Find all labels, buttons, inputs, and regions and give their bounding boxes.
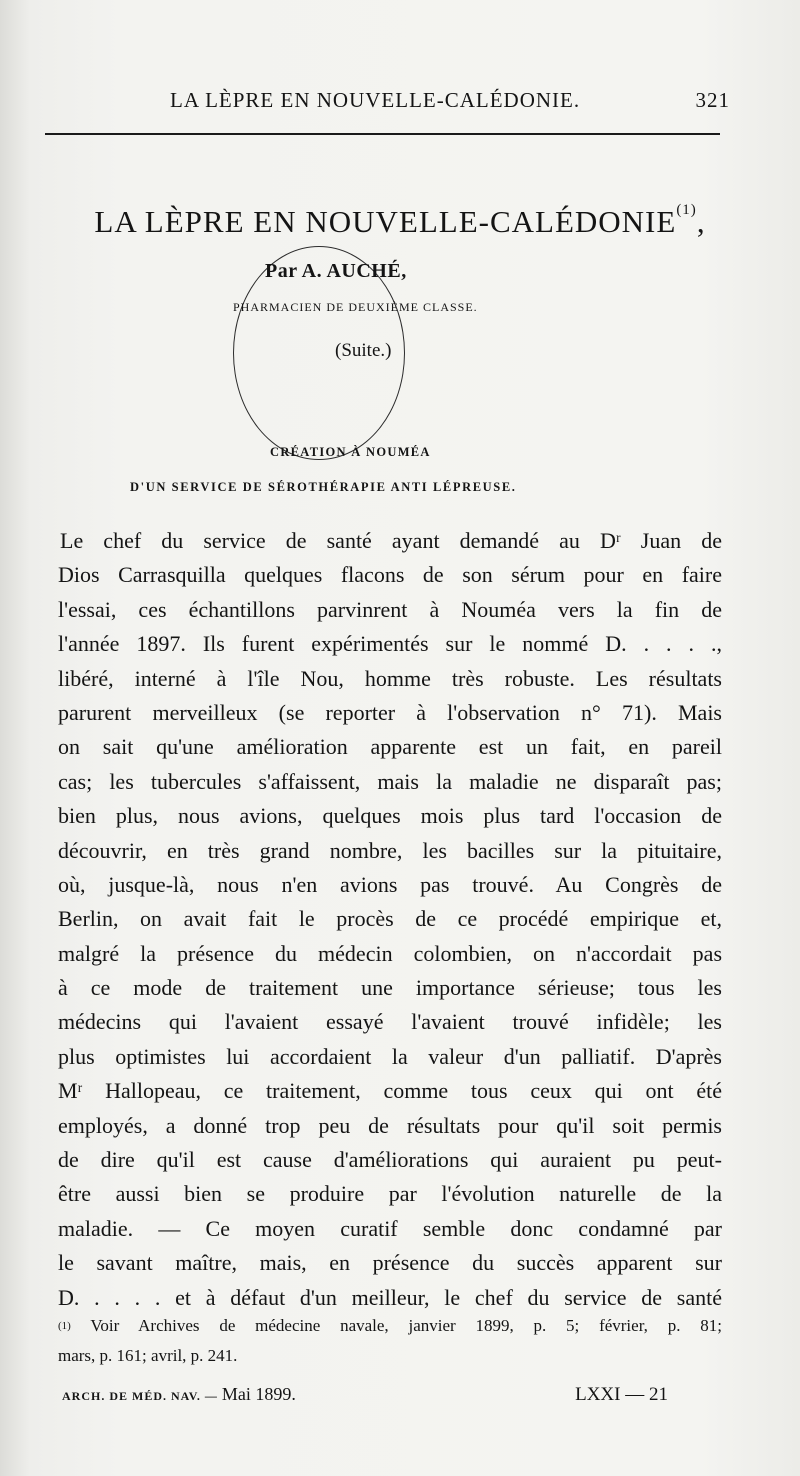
footer-volume: LXXI — 21 bbox=[575, 1384, 668, 1405]
body-line: de dire qu'il est cause d'améliorations qui auraient pu peut- bbox=[58, 1147, 722, 1173]
continuation-note: (Suite.) bbox=[335, 340, 392, 361]
body-line: on sait qu'une amélioration apparente est un fait, en pareil bbox=[58, 734, 722, 760]
body-line: malgré la présence du médecin colombien, on n'accordait pas bbox=[58, 940, 722, 966]
body-line: le savant maître, mais, en présence du succès apparent sur bbox=[58, 1250, 722, 1276]
body-line: maladie. — Ce moyen curatif semble donc condamné par bbox=[58, 1215, 722, 1241]
body-line: parurent merveilleux (se reporter à l'observation n° 71). Mais bbox=[58, 699, 722, 725]
body-line: découvrir, en très grand nombre, les bacilles sur la pituitaire, bbox=[58, 837, 722, 863]
body-line: l'année 1897. Ils furent expérimentés sur le nommé D. . . . ., bbox=[58, 631, 722, 657]
footnote bbox=[58, 1311, 722, 1371]
body-line: être aussi bien se produire par l'évolution naturelle de la bbox=[58, 1181, 722, 1207]
running-head-title: LA LÈPRE EN NOUVELLE-CALÉDONIE. bbox=[170, 88, 581, 112]
section-subtitle-line1: CRÉATION À NOUMÉA bbox=[270, 445, 431, 459]
running-head bbox=[170, 88, 730, 112]
body-line: D. . . . . et à défaut d'un meilleur, le chef du service de santé bbox=[58, 1284, 722, 1310]
body-line: où, jusque-là, nous n'en avions pas trouvé. Au Congrès de bbox=[58, 871, 722, 897]
article-title-trail: , bbox=[696, 204, 706, 239]
body-line: Mʳ Hallopeau, ce traitement, comme tous ceux qui ont été bbox=[58, 1078, 722, 1104]
author-name: Par A. AUCHÉ, bbox=[265, 260, 407, 282]
body-line: libéré, interné à l'île Nou, homme très robuste. Les résultats bbox=[58, 665, 722, 691]
author-title: PHARMACIEN DE DEUXIÈME CLASSE. bbox=[233, 300, 478, 314]
body-line: l'essai, ces échantillons parvinrent à Nouméa vers la fin de bbox=[58, 596, 722, 622]
article-title bbox=[40, 204, 760, 240]
body-line: bien plus, nous avions, quelques mois plus tard l'occasion de bbox=[58, 803, 722, 829]
body-line: Le chef du service de santé ayant demandé au Dʳ Juan de bbox=[60, 528, 722, 553]
page-footer bbox=[62, 1384, 668, 1408]
body-line: cas; les tubercules s'affaissent, mais la maladie ne disparaît pas; bbox=[58, 768, 722, 794]
footer-date: Mai 1899. bbox=[221, 1384, 296, 1404]
footnote-text: Voir Archives de médecine navale, janvier 1899, p. 5; février, p. 81; bbox=[90, 1316, 722, 1335]
footnote-line bbox=[58, 1311, 722, 1341]
article-title-text: LA LÈPRE EN NOUVELLE-CALÉDONIE bbox=[94, 204, 677, 239]
title-footnote-marker: (1) bbox=[676, 202, 697, 218]
body-line: employés, a donné trop peu de résultats pour qu'il soit permis bbox=[58, 1112, 722, 1138]
body-paragraph bbox=[58, 524, 722, 1315]
section-subtitle-line2: D'UN SERVICE DE SÉROTHÉRAPIE ANTI LÉPREUSE. bbox=[130, 480, 517, 494]
footer-journal bbox=[62, 1384, 296, 1405]
footnote-line-2: mars, p. 161; avril, p. 241. bbox=[58, 1346, 238, 1365]
body-line: à ce mode de traitement une importance sérieuse; tous les bbox=[58, 975, 722, 1001]
body-line: Dios Carrasquilla quelques flacons de son sérum pour en faire bbox=[58, 562, 722, 588]
header-rule bbox=[45, 133, 720, 135]
body-line: médecins qui l'avaient essayé l'avaient trouvé infidèle; les bbox=[58, 1009, 722, 1035]
body-line: Berlin, on avait fait le procès de ce procédé empirique et, bbox=[58, 906, 722, 932]
footnote-marker: (1) bbox=[58, 1320, 71, 1332]
page-number: 321 bbox=[695, 88, 730, 112]
footer-journal-name: ARCH. DE MÉD. NAV. — bbox=[62, 1389, 218, 1403]
body-line: plus optimistes lui accordaient la valeur d'un palliatif. D'après bbox=[58, 1043, 722, 1069]
